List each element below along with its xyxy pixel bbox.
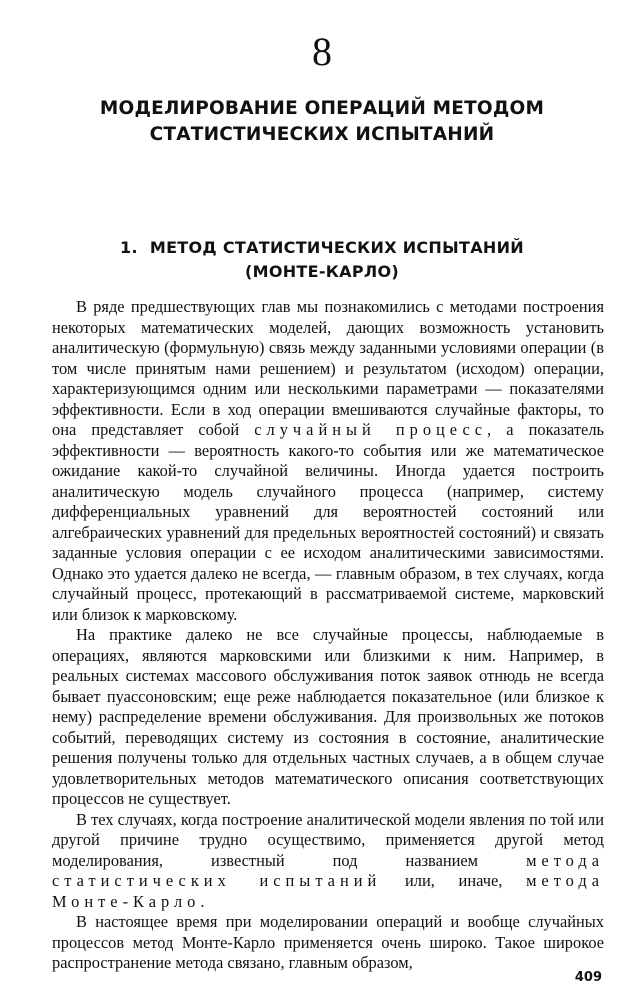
page-number: 409 (574, 970, 602, 985)
section-title-text: МЕТОД СТАТИСТИЧЕСКИХ ИСПЫТАНИЙ (149, 238, 524, 257)
emphasis-statistical-trials-method: метода статистических испытаний (52, 850, 604, 890)
chapter-number: 8 (312, 29, 332, 74)
emphasis-monte-carlo-method: метода Монте-Карло (52, 871, 604, 911)
paragraph-3 (52, 810, 604, 913)
chapter-title-line-2: СТАТИСТИЧЕСКИХ ИСПЫТАНИЙ (149, 124, 495, 145)
paragraph-3-middle: или, иначе, (381, 871, 527, 890)
chapter-title-line-1: МОДЕЛИРОВАНИЕ ОПЕРАЦИЙ МЕТОДОМ (99, 98, 545, 119)
paragraph-2: На практике далеко не все случайные процессы, наблюдаемые в операциях, являются марковскими или близкими к ним. Например, в реальных системах массового обслуживания поток заявок отнюдь не всегда бывает пуассоновским; еще реже наблюдается показательное (или близкое к нему) распределение времени обслуживания. Для произвольных же потоков событий, переводящих систему из состояния в состояние, аналитические решения получены только для отдельных частных случаев, а в общем случае удовлетворительных методов математического описания соответствующих процессов не существует. (52, 625, 604, 808)
paragraph-3-part-a: В тех случаях, когда построение аналитической модели явления по той или другой причине трудно осуществимо, применяется другой метод моделирования, известный под названием (52, 809, 604, 870)
paragraph-1 (52, 297, 604, 625)
section-title-line-1 (60, 236, 584, 260)
section-number: 1. (120, 238, 138, 257)
emphasis-random-process: случайный процесс (254, 420, 488, 439)
paragraph-1-part-b: , а показатель эффективности — вероятность какого-то события или же математическое ожидание какой-то случайной величины. Иногда удается построить аналитическую модель случайного процесса (например, систему дифференциальных уравнений для вероятностей состояний или алгебраических уравнений для предельных вероятностей состояний) и связать заданные условия операции с ее исходом аналитическими зависимостями. Однако это удается далеко не всегда, — главным образом, в тех случаях, когда случайный процесс, протекающий в рассматриваемой системе, марковский или близок к марковскому. (52, 420, 604, 624)
chapter-title (60, 96, 584, 148)
paragraph-4: В настоящее время при моделировании операций и вообще случайных процессов метод Монте-Карло применяется очень широко. Такое широкое распространение метода связано, главным образом, (52, 912, 604, 972)
paragraph-1-part-a: В ряде предшествующих глав мы познакомились с методами построения некоторых математических моделей, дающих возможность установить аналитическую (формульную) связь между заданными условиями операции (в том числе принятым нами решением) и результатом (исходом) операции, характеризующимся одним или несколькими параметрами — показателями эффективности. Если в ход операции вмешиваются случайные факторы, то она представляет собой (52, 297, 604, 439)
section-title (60, 236, 584, 284)
section-title-line-2: (МОНТЕ-КАРЛО) (244, 262, 399, 281)
paragraph-3-part-b: . (200, 891, 205, 911)
body-text (52, 297, 604, 974)
